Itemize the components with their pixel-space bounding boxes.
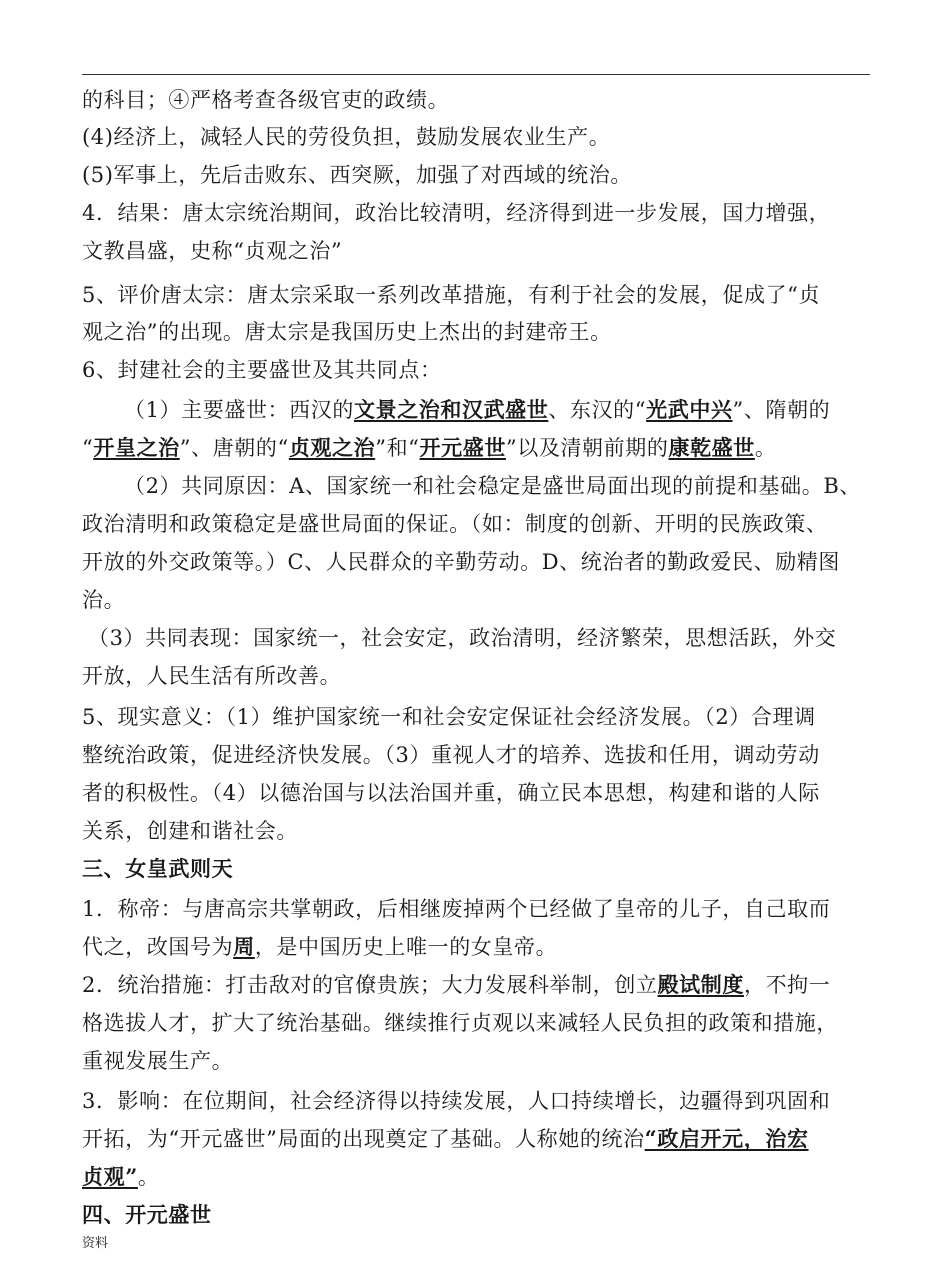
text-line xyxy=(82,972,830,998)
keyword: 康乾盛世 xyxy=(668,435,755,460)
text-run: 2．统治措施：打击敌对的官僚贵族；大力发展科举制，创立 xyxy=(82,973,658,997)
text-run: 代之，改国号为 xyxy=(82,935,234,959)
keyword: 周 xyxy=(233,934,255,959)
text-line: 政治清明和政策稳定是盛世局面的保证。（如：制度的创新、开明的民族政策、 xyxy=(82,512,828,536)
text-run: ”、隋朝的 xyxy=(732,398,831,422)
text-run: ，不拘一 xyxy=(743,973,831,997)
text-line xyxy=(82,1164,160,1190)
text-run: ”、唐朝的“ xyxy=(179,436,289,460)
text-line xyxy=(82,1126,809,1152)
text-run: ”和“ xyxy=(375,436,420,460)
text-line: 格选拔人才，扩大了统治基础。继续推行贞观以来减轻人民负担的政策和措施， xyxy=(82,1011,838,1035)
text-line: 开放的外交政策等。）C、人民群众的辛勤劳动。D、统治者的勤政爱民、励精图 xyxy=(82,550,841,574)
text-line: （3）共同表现：国家统一，社会安定，政治清明，经济繁荣，思想活跃，外交 xyxy=(88,626,837,650)
keyword: 开皇之治 xyxy=(93,435,180,460)
text-line: 5、现实意义：（1）维护国家统一和社会安定保证社会经济发展。（2）合理调 xyxy=(82,705,816,729)
text-line: 开放，人民生活有所改善。 xyxy=(82,664,342,688)
keyword: 开元盛世 xyxy=(419,435,506,460)
text-run: “ xyxy=(82,436,94,460)
header-rule xyxy=(82,74,870,75)
text-line: 6、封建社会的主要盛世及其共同点： xyxy=(82,358,442,382)
text-line: 5、评价唐太宗：唐太宗采取一系列改革措施，有利于社会的发展，促成了“贞 xyxy=(82,283,821,307)
text-line: 治。 xyxy=(82,588,126,612)
keyword: “政启开元，治宏 xyxy=(644,1126,809,1151)
prosperous-eras-line xyxy=(82,435,776,461)
text-line: (4)经济上，减轻人民的劳役负担，鼓励发展农业生产。 xyxy=(82,125,611,149)
section-heading: 三、女皇武则天 xyxy=(82,856,234,881)
keyword: 殿试制度 xyxy=(657,972,744,997)
text-run: ，是中国历史上唯一的女皇帝。 xyxy=(254,935,558,959)
text-run: （1）主要盛世：西汉的 xyxy=(124,398,354,422)
text-line: 重视发展生产。 xyxy=(82,1049,234,1073)
keyword: 贞观之治 xyxy=(288,435,376,460)
text-run: 开拓，为“开元盛世”局面的出现奠定了基础。人称她的统治 xyxy=(82,1127,645,1151)
text-line: 的科目；④严格考查各级官吏的政绩。 xyxy=(82,88,450,112)
keyword: 文景之治和汉武盛世 xyxy=(353,397,549,422)
text-run: 。 xyxy=(754,436,777,460)
text-line: 1．称帝：与唐高宗共掌朝政，后相继废掉两个已经做了皇帝的儿子，自己取而 xyxy=(82,897,831,921)
text-line: (5)军事上，先后击败东、西突厥，加强了对西域的统治。 xyxy=(82,163,632,187)
text-line: 3．影响：在位期间，社会经济得以持续发展，人口持续增长，边疆得到巩固和 xyxy=(82,1089,831,1113)
text-line: 关系，创建和谐社会。 xyxy=(82,819,298,843)
keyword: 光武中兴 xyxy=(646,397,733,422)
page-footer: 资料 xyxy=(82,1236,109,1251)
text-run: ”以及清朝前期的 xyxy=(505,436,669,460)
text-run: 。 xyxy=(137,1165,160,1189)
section-heading: 四、开元盛世 xyxy=(82,1202,212,1227)
text-line: 观之治”的出现。唐太宗是我国历史上杰出的封建帝王。 xyxy=(82,320,612,344)
text-line: 整统治政策，促进经济快发展。（3）重视人才的培养、选拔和任用，调动劳动 xyxy=(82,743,820,767)
text-line: 文教昌盛，史称“贞观之治” xyxy=(82,239,343,263)
prosperous-eras-line xyxy=(124,397,830,423)
keyword: 贞观” xyxy=(82,1164,138,1189)
text-line: （2）共同原因：A、国家统一和社会稳定是盛世局面出现的前提和基础。B、 xyxy=(124,474,861,498)
text-line: 4．结果：唐太宗统治期间，政治比较清明，经济得到进一步发展，国力增强， xyxy=(82,201,831,225)
text-line xyxy=(82,934,557,960)
text-run: 、东汉的“ xyxy=(548,398,647,422)
text-line: 者的积极性。（4）以德治国与以法治国并重，确立民本思想，构建和谐的人际 xyxy=(82,781,820,805)
